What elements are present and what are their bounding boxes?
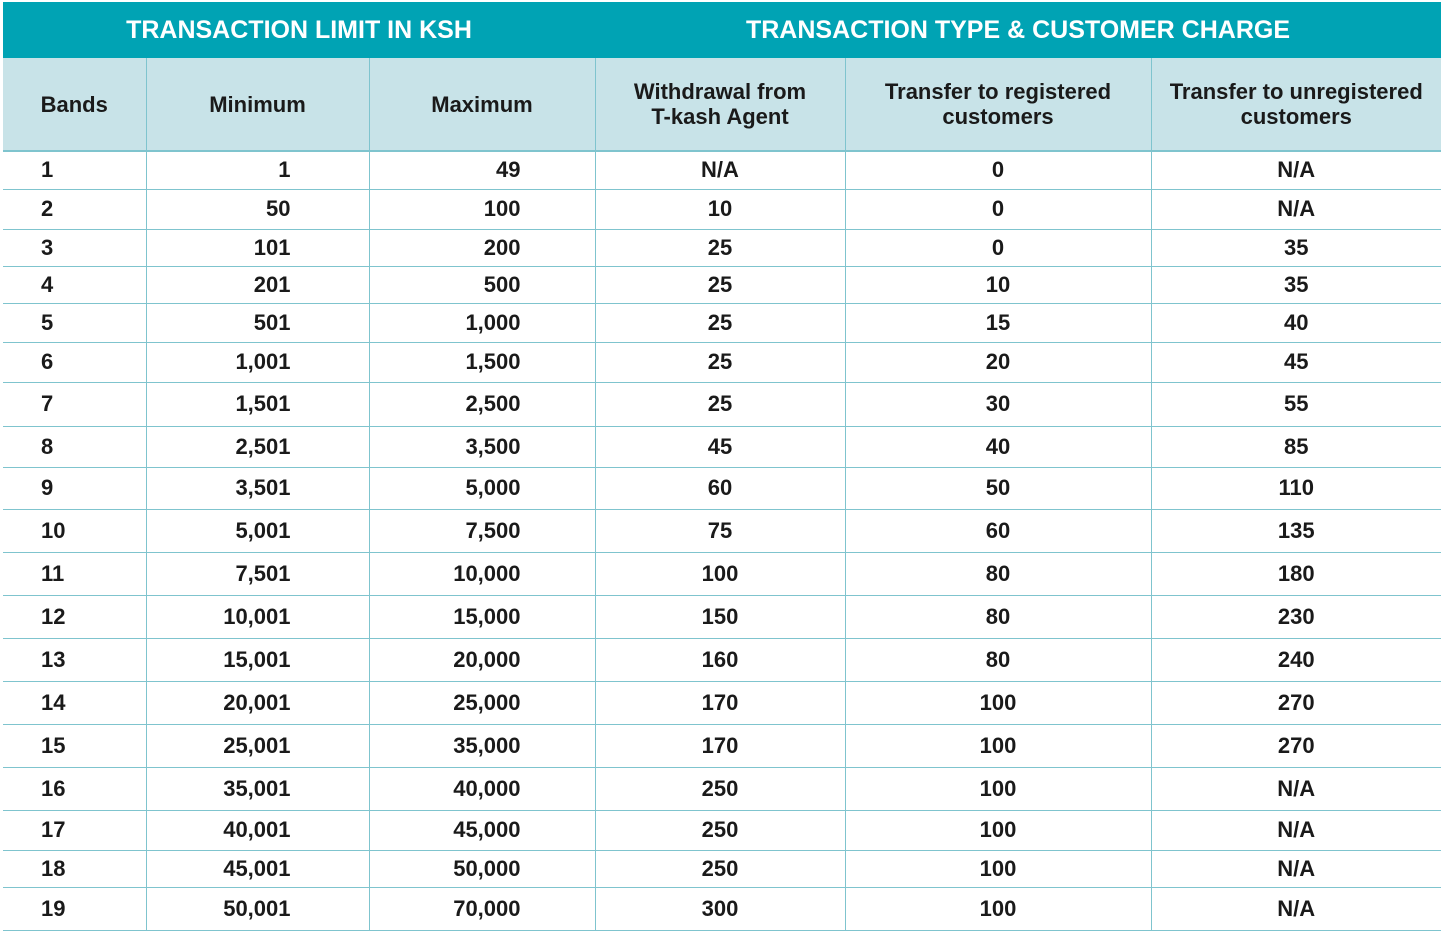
cell-transfer-unregistered: 110	[1151, 467, 1441, 509]
cell-band: 13	[3, 638, 146, 681]
cell-band: 5	[3, 303, 146, 342]
cell-band: 9	[3, 467, 146, 509]
cell-maximum: 200	[369, 229, 595, 266]
cell-transfer-registered: 10	[845, 266, 1151, 303]
cell-band: 2	[3, 189, 146, 229]
cell-withdrawal: 170	[595, 681, 845, 724]
cell-transfer-unregistered: 270	[1151, 681, 1441, 724]
cell-band: 3	[3, 229, 146, 266]
cell-minimum: 1,001	[146, 342, 369, 382]
cell-band: 19	[3, 887, 146, 930]
table-banner	[3, 2, 1441, 58]
cell-withdrawal: 150	[595, 595, 845, 638]
header-transfer-registered: Transfer to registered customers	[845, 58, 1151, 151]
cell-transfer-registered: 0	[845, 189, 1151, 229]
table-row	[3, 552, 1441, 595]
cell-maximum: 2,500	[369, 382, 595, 426]
cell-withdrawal: 300	[595, 887, 845, 930]
cell-transfer-registered: 0	[845, 229, 1151, 266]
cell-withdrawal: 25	[595, 342, 845, 382]
cell-maximum: 1,000	[369, 303, 595, 342]
table-row	[3, 887, 1441, 930]
cell-withdrawal: N/A	[595, 151, 845, 189]
header-transfer-unregistered: Transfer to unregistered customers	[1151, 58, 1441, 151]
cell-transfer-unregistered: N/A	[1151, 189, 1441, 229]
cell-transfer-registered: 100	[845, 810, 1151, 850]
cell-band: 11	[3, 552, 146, 595]
table-row	[3, 681, 1441, 724]
table-row	[3, 382, 1441, 426]
cell-transfer-registered: 50	[845, 467, 1151, 509]
cell-withdrawal: 250	[595, 767, 845, 810]
table-row	[3, 850, 1441, 887]
cell-transfer-unregistered: N/A	[1151, 151, 1441, 189]
cell-transfer-unregistered: 40	[1151, 303, 1441, 342]
cell-transfer-registered: 30	[845, 382, 1151, 426]
cell-transfer-unregistered: 135	[1151, 509, 1441, 552]
cell-transfer-registered: 80	[845, 638, 1151, 681]
cell-band: 17	[3, 810, 146, 850]
cell-withdrawal: 250	[595, 850, 845, 887]
cell-band: 15	[3, 724, 146, 767]
table-row	[3, 189, 1441, 229]
cell-maximum: 45,000	[369, 810, 595, 850]
table-row	[3, 595, 1441, 638]
cell-transfer-registered: 60	[845, 509, 1151, 552]
table-row	[3, 342, 1441, 382]
cell-band: 1	[3, 151, 146, 189]
cell-minimum: 5,001	[146, 509, 369, 552]
tariff-table	[3, 58, 1441, 931]
cell-minimum: 1,501	[146, 382, 369, 426]
cell-maximum: 49	[369, 151, 595, 189]
cell-maximum: 1,500	[369, 342, 595, 382]
cell-transfer-registered: 100	[845, 724, 1151, 767]
cell-minimum: 15,001	[146, 638, 369, 681]
cell-transfer-registered: 20	[845, 342, 1151, 382]
cell-maximum: 25,000	[369, 681, 595, 724]
cell-transfer-unregistered: 180	[1151, 552, 1441, 595]
header-withdrawal: Withdrawal from T-kash Agent	[595, 58, 845, 151]
table-row	[3, 724, 1441, 767]
cell-maximum: 50,000	[369, 850, 595, 887]
table-row	[3, 767, 1441, 810]
cell-withdrawal: 75	[595, 509, 845, 552]
cell-band: 14	[3, 681, 146, 724]
cell-withdrawal: 170	[595, 724, 845, 767]
table-row	[3, 303, 1441, 342]
cell-minimum: 2,501	[146, 426, 369, 467]
cell-transfer-registered: 40	[845, 426, 1151, 467]
cell-transfer-unregistered: 35	[1151, 266, 1441, 303]
cell-transfer-unregistered: 35	[1151, 229, 1441, 266]
cell-maximum: 7,500	[369, 509, 595, 552]
cell-minimum: 25,001	[146, 724, 369, 767]
cell-band: 16	[3, 767, 146, 810]
cell-withdrawal: 25	[595, 229, 845, 266]
table-row	[3, 266, 1441, 303]
header-bands: Bands	[3, 58, 146, 151]
cell-transfer-unregistered: 230	[1151, 595, 1441, 638]
cell-transfer-unregistered: N/A	[1151, 850, 1441, 887]
cell-transfer-registered: 100	[845, 767, 1151, 810]
cell-minimum: 10,001	[146, 595, 369, 638]
cell-maximum: 35,000	[369, 724, 595, 767]
cell-maximum: 70,000	[369, 887, 595, 930]
table-row	[3, 509, 1441, 552]
header-maximum: Maximum	[369, 58, 595, 151]
cell-maximum: 40,000	[369, 767, 595, 810]
cell-transfer-unregistered: 85	[1151, 426, 1441, 467]
banner-transaction-limit: TRANSACTION LIMIT IN KSH	[126, 15, 472, 44]
cell-band: 6	[3, 342, 146, 382]
cell-maximum: 100	[369, 189, 595, 229]
table-header	[3, 58, 1441, 151]
table-row	[3, 229, 1441, 266]
cell-withdrawal: 250	[595, 810, 845, 850]
cell-minimum: 101	[146, 229, 369, 266]
cell-minimum: 20,001	[146, 681, 369, 724]
cell-transfer-unregistered: 240	[1151, 638, 1441, 681]
cell-transfer-unregistered: 270	[1151, 724, 1441, 767]
cell-transfer-unregistered: N/A	[1151, 767, 1441, 810]
cell-minimum: 7,501	[146, 552, 369, 595]
cell-transfer-registered: 80	[845, 552, 1151, 595]
tariff-table-container	[3, 2, 1441, 931]
cell-withdrawal: 25	[595, 303, 845, 342]
banner-transaction-type: TRANSACTION TYPE & CUSTOMER CHARGE	[745, 15, 1290, 44]
cell-maximum: 500	[369, 266, 595, 303]
cell-minimum: 201	[146, 266, 369, 303]
cell-minimum: 50	[146, 189, 369, 229]
cell-band: 12	[3, 595, 146, 638]
cell-withdrawal: 45	[595, 426, 845, 467]
table-row	[3, 426, 1441, 467]
table-row	[3, 151, 1441, 189]
cell-minimum: 45,001	[146, 850, 369, 887]
table-body	[3, 151, 1441, 930]
table-row	[3, 638, 1441, 681]
cell-maximum: 5,000	[369, 467, 595, 509]
cell-band: 7	[3, 382, 146, 426]
cell-transfer-registered: 100	[845, 850, 1151, 887]
cell-minimum: 3,501	[146, 467, 369, 509]
cell-withdrawal: 25	[595, 382, 845, 426]
cell-transfer-unregistered: N/A	[1151, 887, 1441, 930]
cell-band: 10	[3, 509, 146, 552]
cell-transfer-registered: 80	[845, 595, 1151, 638]
table-row	[3, 810, 1441, 850]
cell-transfer-registered: 15	[845, 303, 1151, 342]
cell-band: 18	[3, 850, 146, 887]
cell-maximum: 20,000	[369, 638, 595, 681]
cell-maximum: 10,000	[369, 552, 595, 595]
cell-minimum: 501	[146, 303, 369, 342]
cell-transfer-registered: 100	[845, 681, 1151, 724]
cell-transfer-unregistered: N/A	[1151, 810, 1441, 850]
cell-minimum: 40,001	[146, 810, 369, 850]
cell-withdrawal: 160	[595, 638, 845, 681]
cell-transfer-unregistered: 55	[1151, 382, 1441, 426]
cell-withdrawal: 10	[595, 189, 845, 229]
cell-maximum: 3,500	[369, 426, 595, 467]
cell-withdrawal: 60	[595, 467, 845, 509]
cell-minimum: 1	[146, 151, 369, 189]
cell-transfer-registered: 0	[845, 151, 1151, 189]
cell-transfer-unregistered: 45	[1151, 342, 1441, 382]
cell-withdrawal: 25	[595, 266, 845, 303]
cell-transfer-registered: 100	[845, 887, 1151, 930]
table-row	[3, 467, 1441, 509]
cell-withdrawal: 100	[595, 552, 845, 595]
cell-band: 4	[3, 266, 146, 303]
header-minimum: Minimum	[146, 58, 369, 151]
cell-minimum: 50,001	[146, 887, 369, 930]
cell-maximum: 15,000	[369, 595, 595, 638]
cell-minimum: 35,001	[146, 767, 369, 810]
cell-band: 8	[3, 426, 146, 467]
